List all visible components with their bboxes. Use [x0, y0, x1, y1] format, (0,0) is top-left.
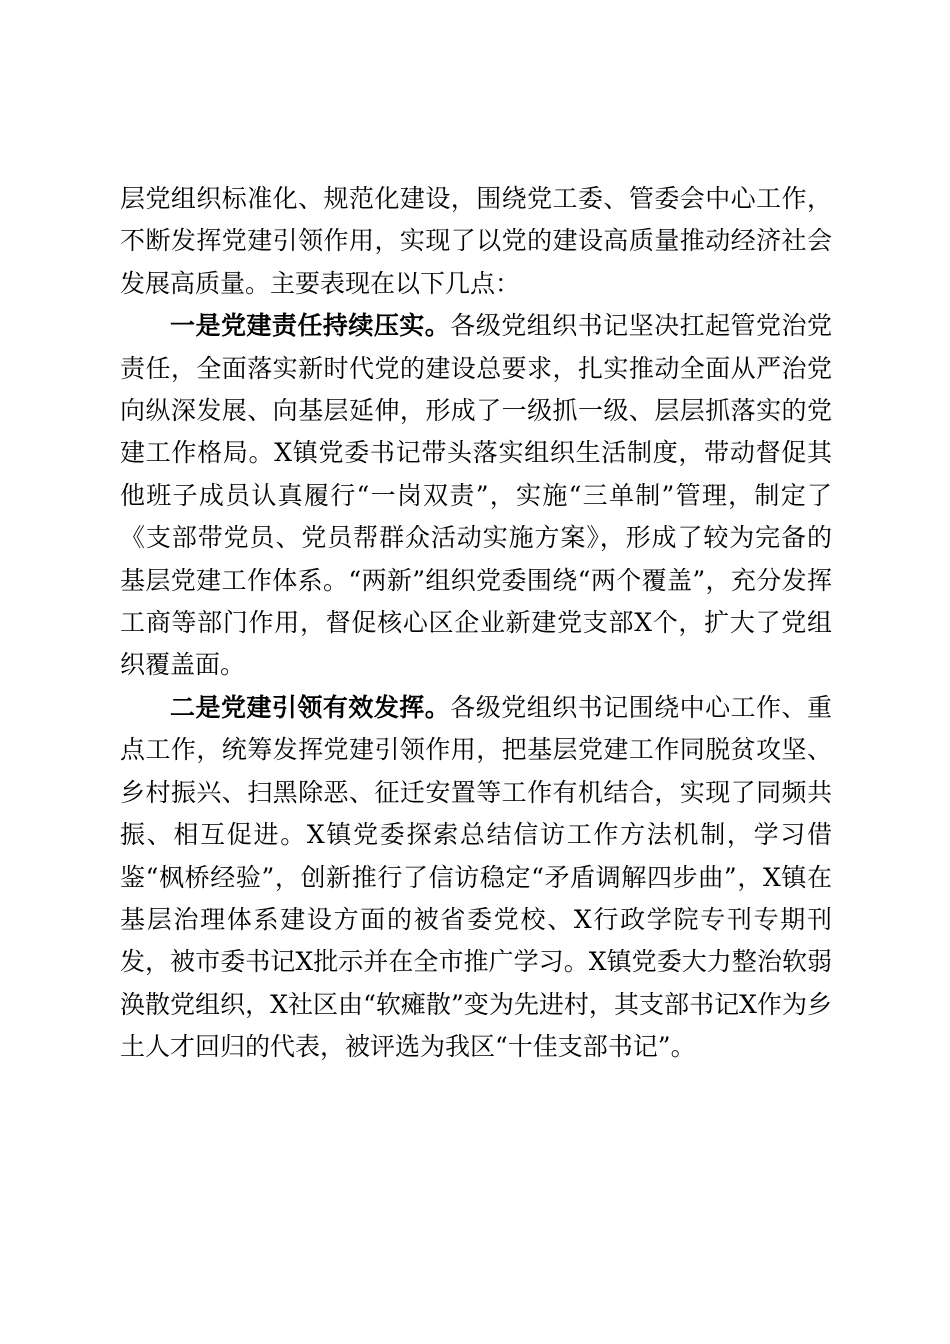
party-leadership-text: 各级党组织书记围绕中心工作、重点工作，统筹发挥党建引领作用，把基层党建工作同脱贫攻坚、乡村振兴、扫黑除恶、征迁安置等工作有机结合，实现了同频共振、相互促进。X镇党委探索总结信访工作方法机制，学习借鉴“枫桥经验”，创新推行了信访稳定“矛盾调解四步曲”，X镇在基层治理体系建设方面的被省委党校、X行政学院专刊专期刊发，被市委书记X批示并在全市推广学习。X镇党委大力整治软弱涣散党组织，X社区由“软瘫散”变为先进村，其支部书记X作为乡土人才回归的代表，被评选为我区“十佳支部书记”。	[120, 692, 832, 1062]
party-leadership-paragraph	[120, 687, 832, 1069]
intro-paragraph-text: 层党组织标准化、规范化建设，围绕党工委、管委会中心工作，不断发挥党建引领作用，实现了以党的建设高质量推动经济社会发展高质量。主要表现在以下几点：	[120, 184, 832, 298]
party-responsibility-heading: 一是党建责任持续压实。	[170, 311, 451, 341]
party-leadership-heading: 二是党建引领有效发挥。	[170, 692, 451, 722]
party-responsibility-paragraph	[120, 305, 832, 687]
party-responsibility-text: 各级党组织书记坚决扛起管党治党责任，全面落实新时代党的建设总要求，扎实推动全面从严治党向纵深发展、向基层延伸，形成了一级抓一级、层层抓落实的党建工作格局。X镇党委书记带头落实组织生活制度，带动督促其他班子成员认真履行“一岗双责”，实施“三单制”管理，制定了《支部带党员、党员帮群众活动实施方案》，形成了较为完备的基层党建工作体系。“两新”组织党委围绕“两个覆盖”，充分发挥工商等部门作用，督促核心区企业新建党支部X个，扩大了党组织覆盖面。	[120, 311, 832, 680]
document-page	[120, 178, 832, 1069]
intro-paragraph	[120, 178, 832, 305]
